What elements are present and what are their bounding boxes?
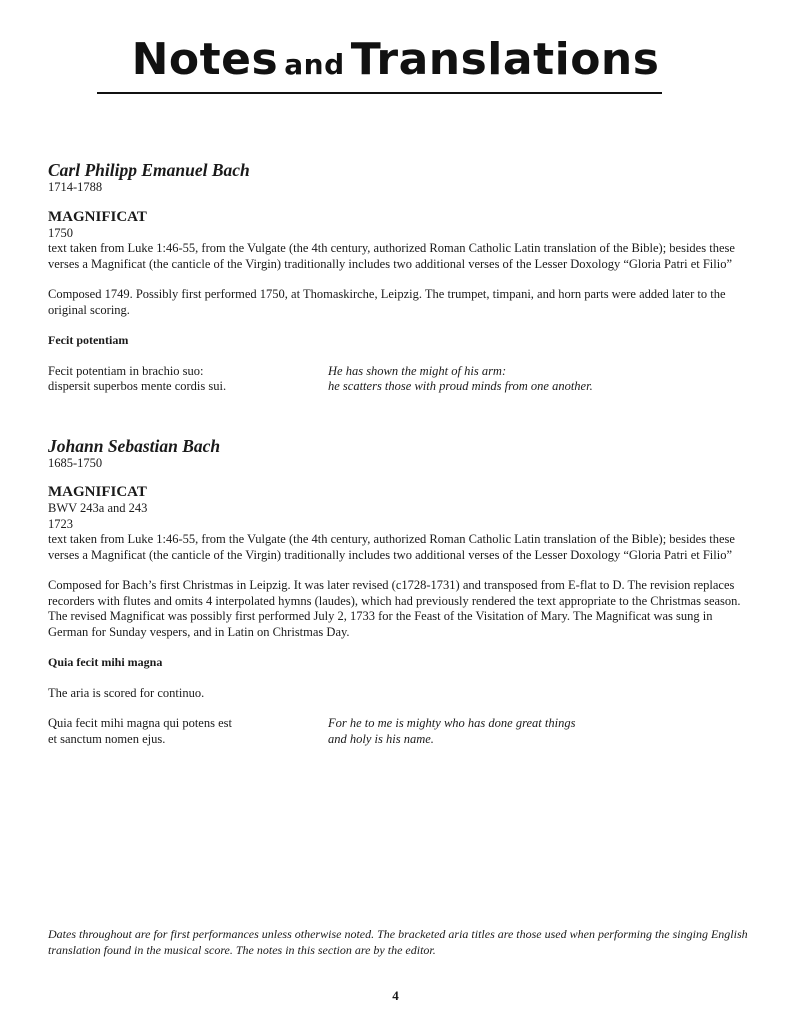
english-line: and holy is his name. xyxy=(328,731,434,746)
composer-dates: 1685-1750 xyxy=(48,455,103,470)
text-source: text taken from Luke 1:46-55, from the Vulgate (the 4th century, authorized Roman Catholic Latin translation of the Bible); besides these verses a Magnificat (the canticle of the Virgin) traditionally includes two additional verses of the Lesser Doxology “Gloria Patri et Filio” xyxy=(48,532,735,562)
latin-line: dispersit superbos mente cordis sui. xyxy=(48,379,227,393)
english-translation xyxy=(328,364,593,395)
composer-name: Johann Sebastian Bach xyxy=(48,435,221,456)
footer-note: Dates throughout are for first performances unless otherwise noted. The bracketed aria titles are those used when performing the singing English translation found in the musical score. The notes in this section are by the editor. xyxy=(48,927,748,957)
latin-line: et sanctum nomen ejus. xyxy=(48,731,166,746)
english-translation xyxy=(328,716,575,747)
page-header xyxy=(0,34,791,85)
work-catalog: BWV 243a and 243 xyxy=(48,501,148,515)
title-notes: Notes xyxy=(131,34,279,85)
latin-line: Quia fecit mihi magna qui potens est xyxy=(48,716,232,730)
page-title xyxy=(0,34,791,85)
text-translation xyxy=(48,716,748,747)
work-year: 1750 xyxy=(48,225,73,240)
title-and: and xyxy=(284,48,345,81)
composer-name: Carl Philipp Emanuel Bach xyxy=(48,160,250,180)
scoring-note: The aria is scored for continuo. xyxy=(48,685,205,700)
english-line: He has shown the might of his arm: xyxy=(328,363,507,378)
section-js-bach xyxy=(48,436,748,748)
page-number: 4 xyxy=(392,988,399,1003)
text-translation xyxy=(48,364,748,395)
composition-notes: Composed for Bach’s first Christmas in Leipzig. It was later revised (c1728-1731) and transposed from E-flat to D. The revision replaces recorders with flutes and omits 4 interpolated hymns (laudes), which had previously rendered the text appropriate to the Christmas season. The revised Magnificat was possibly first performed July 2, 1733 for the Feast of the Visitation of Mary. The Magnificat was sung in German for Sunday vespers, and in Latin on Christmas Day. xyxy=(48,578,741,639)
work-title: MAGNIFICAT xyxy=(48,484,147,500)
composer-dates: 1714-1788 xyxy=(48,180,103,194)
composition-notes: Composed 1749. Possibly first performed 1750, at Thomaskirche, Leipzig. The trumpet, timpani, and horn parts were added later to the original scoring. xyxy=(48,287,726,317)
english-line: For he to me is mighty who has done great things xyxy=(328,716,576,730)
page-content xyxy=(48,160,748,747)
latin-text xyxy=(48,364,328,395)
latin-text xyxy=(48,716,328,747)
english-line: he scatters those with proud minds from one another. xyxy=(328,379,593,393)
movement-title: Fecit potentiam xyxy=(48,333,129,347)
work-title: MAGNIFICAT xyxy=(48,208,147,225)
title-translations: Translations xyxy=(350,34,660,85)
movement-title: Quia fecit mihi magna xyxy=(48,655,163,669)
work-year: 1723 xyxy=(48,516,73,531)
section-cpe-bach xyxy=(48,160,748,395)
title-underline xyxy=(97,92,662,94)
latin-line: Fecit potentiam in brachio suo: xyxy=(48,363,204,378)
text-source: text taken from Luke 1:46-55, from the Vulgate (the 4th century, authorized Roman Catholic Latin translation of the Bible); besides these verses a Magnificat (the canticle of the Virgin) traditionally includes two additional verses of the Lesser Doxology “Gloria Patri et Filio” xyxy=(48,241,735,271)
